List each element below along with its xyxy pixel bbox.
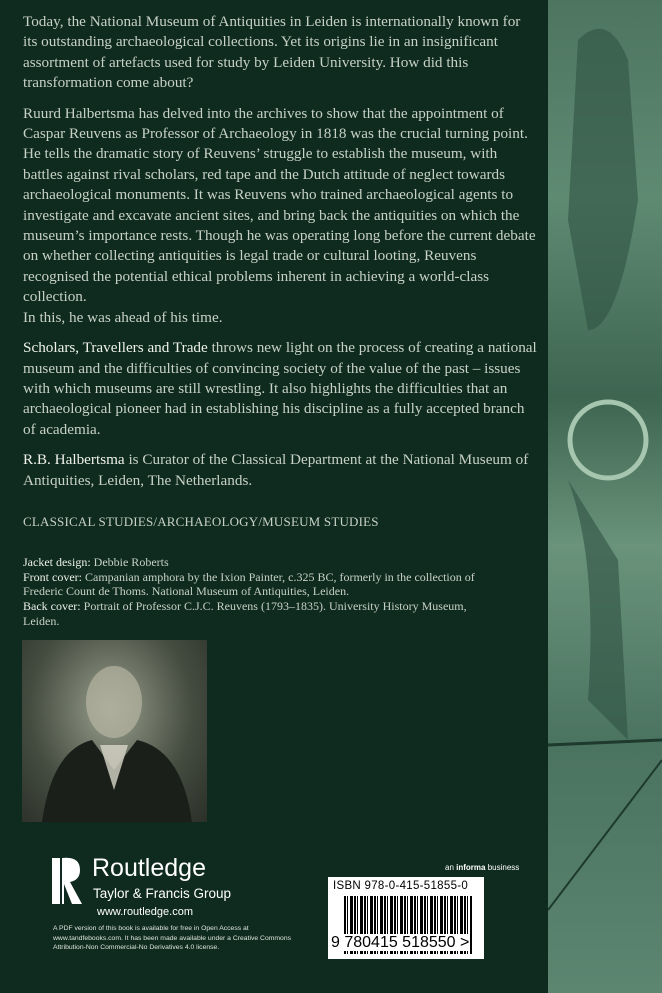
blurb-paragraph: Today, the National Museum of Antiquities in Leiden is internationally known for its outstanding archaeological collections. Yet its origins lie in an insignificant assortment of artefacts used for study by Leiden University. How did this transformation come about?: [23, 13, 521, 92]
publisher-group: Taylor & Francis Group: [93, 886, 232, 901]
isbn-text: ISBN 978-0-415-51855-0: [333, 880, 469, 892]
isbn-barcode: [328, 877, 484, 959]
vase-figures-image: [548, 0, 662, 993]
credit-jacket: Jacket design: Debbie Roberts: [23, 555, 169, 569]
title-paragraph: [23, 338, 538, 440]
blurb: [23, 12, 538, 501]
blurb-paragraph: Ruurd Halbertsma has delved into the archives to show that the appointment of Caspar Reuvens as Professor of Archaeology in 1818 was the crucial turning point. He tells the dramatic story of Reuvens’ struggle to establish the museum, with battles against rival scholars, red tape and the Dutch attitude of neglect towards archaeological monuments. It was Reuvens who trained archaeological agents to investigate and excavate ancient sites, and bring back the antiquities on which the museum’s importance rests. Though he was operating long before the current debate on whether collecting antiquities is legal trade or cultural looting, Reuvens recognised the potential ethical problems inherent in achieving a world-class collection.: [23, 104, 536, 306]
credit-back-cover: Back cover: Portrait of Professor C.J.C. Reuvens (1793–1835). University History Museum, Leiden.: [23, 599, 467, 628]
informa-tagline: an informa business: [445, 863, 520, 872]
open-access-notice: A PDF version of this book is available for free in Open Access at www.tandfebooks.com. It has been made available under a Creative Commons Attribution-Non Commercial-No Derivatives 4.0 license.: [53, 925, 292, 951]
publisher-url: www.routledge.com: [97, 906, 193, 918]
portrait-image: [22, 640, 207, 822]
routledge-r-logo-icon: [52, 856, 84, 906]
book-title: Scholars, Travellers and Trade: [23, 339, 208, 357]
barcode-number: 9 780415 518550 >: [331, 934, 470, 951]
subject-categories: CLASSICAL STUDIES/ARCHAEOLOGY/MUSEUM STUDIES: [23, 514, 379, 529]
credit-front-cover: Front cover: Campanian amphora by the Ixion Painter, c.325 BC, formerly in the collection of Frederic Count de Thoms. National Museum of Antiquities, Leiden.: [23, 569, 475, 599]
blurb-paragraph: In this, he was ahead of his time.: [23, 308, 223, 326]
author-name: R.B. Halbertsma: [23, 451, 125, 469]
credits: [23, 555, 503, 629]
author-bio: is Curator of the Classical Department at the National Museum of Antiquities, Leiden, The Netherlands.: [23, 451, 529, 489]
author-paragraph: [23, 450, 538, 491]
title-paragraph-text: throws new light on the process of creating a national museum and the difficulties of convincing society of the value of the past – issues with which museums are still wrestling. It also highlights the difficulties that an archaeological pioneer had in establishing his discipline as a fully accepted branch of academia.: [23, 339, 537, 438]
cover-artwork-strip: [548, 0, 662, 993]
publisher-name: Routledge: [92, 854, 206, 882]
